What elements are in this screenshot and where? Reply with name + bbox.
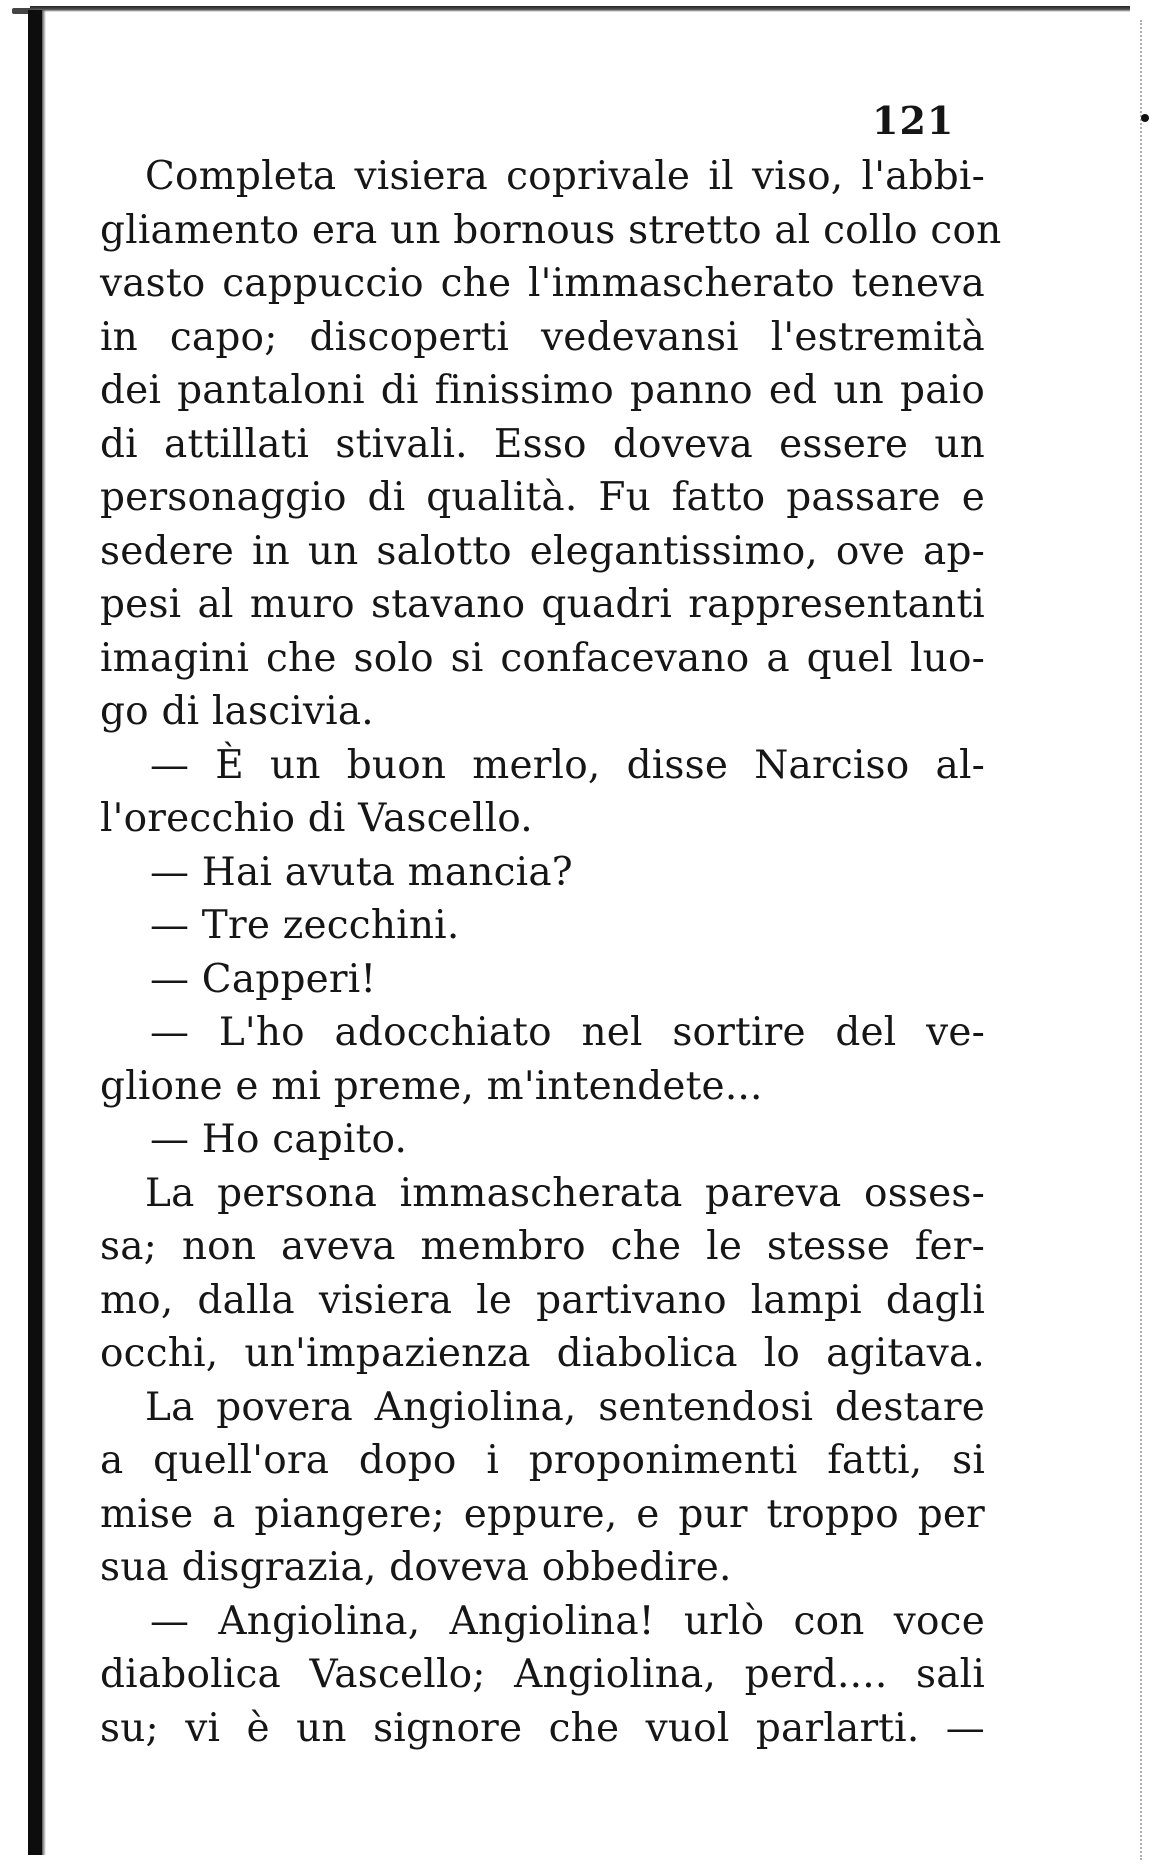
text-line: in capo; discoperti vedevansi l'estremità (100, 314, 985, 360)
page-top-edge (30, 6, 1130, 12)
text-line: — È un buon merlo, disse Narciso al- (150, 742, 985, 788)
text-line: La persona immascherata pareva osses- (145, 1170, 985, 1216)
text-line: — Angiolina, Angiolina! urlò con voce (150, 1598, 985, 1644)
text-line: — Capperi! (150, 956, 377, 1002)
text-line: su; vi è un signore che vuol parlarti. — (100, 1705, 985, 1751)
text-line: vasto cappuccio che l'immascherato teneva (100, 261, 985, 306)
text-line: diabolica Vascello; Angiolina, perd.... sali (100, 1652, 985, 1697)
page-number: 121 (872, 98, 955, 143)
scan-artifact-dot (1141, 114, 1149, 122)
text-line: mo, dalla visiera le partivano lampi dagli (100, 1277, 985, 1323)
text-line: La povera Angiolina, sentendosi destare (145, 1384, 985, 1430)
page-binding-shadow (42, 10, 46, 1855)
text-line: — Hai avuta mancia? (150, 849, 573, 895)
text-line: — Ho capito. (150, 1117, 408, 1162)
text-line: gliamento era un bornous stretto al collo con (100, 207, 1002, 253)
text-line: occhi, un'impazienza diabolica lo agitava. (100, 1331, 985, 1376)
page-binding-edge (28, 10, 42, 1855)
text-line: di attillati stivali. Esso doveva essere un (100, 421, 985, 467)
text-line: sedere in un salotto elegantissimo, ove ap- (100, 528, 985, 574)
text-line: Completa visiera coprivale il viso, l'abbi- (145, 154, 985, 199)
text-line: sa; non aveva membro che le stesse fer- (100, 1224, 985, 1269)
text-line: imagini che solo si confacevano a quel luo- (100, 635, 985, 681)
text-line: pesi al muro stavano quadri rappresentanti (100, 582, 985, 627)
text-line: mise a piangere; eppure, e pur troppo per (100, 1491, 985, 1537)
text-line: — Tre zecchini. (150, 903, 460, 948)
text-line: go di lascivia. (100, 689, 374, 734)
body-text (100, 150, 1002, 1755)
text-line: personaggio di qualità. Fu fatto passare e (100, 475, 985, 520)
text-line: l'orecchio di Vascello. (100, 796, 533, 841)
text-line: glione e mi preme, m'intendete... (100, 1063, 763, 1109)
text-line: — L'ho adocchiato nel sortire del ve- (150, 1010, 985, 1055)
text-line: sua disgrazia, doveva obbedire. (100, 1545, 732, 1590)
text-line: dei pantaloni di finissimo panno ed un paio (100, 368, 985, 413)
text-line: a quell'ora dopo i proponimenti fatti, si (100, 1438, 985, 1483)
page-right-edge (1140, 20, 1144, 1860)
